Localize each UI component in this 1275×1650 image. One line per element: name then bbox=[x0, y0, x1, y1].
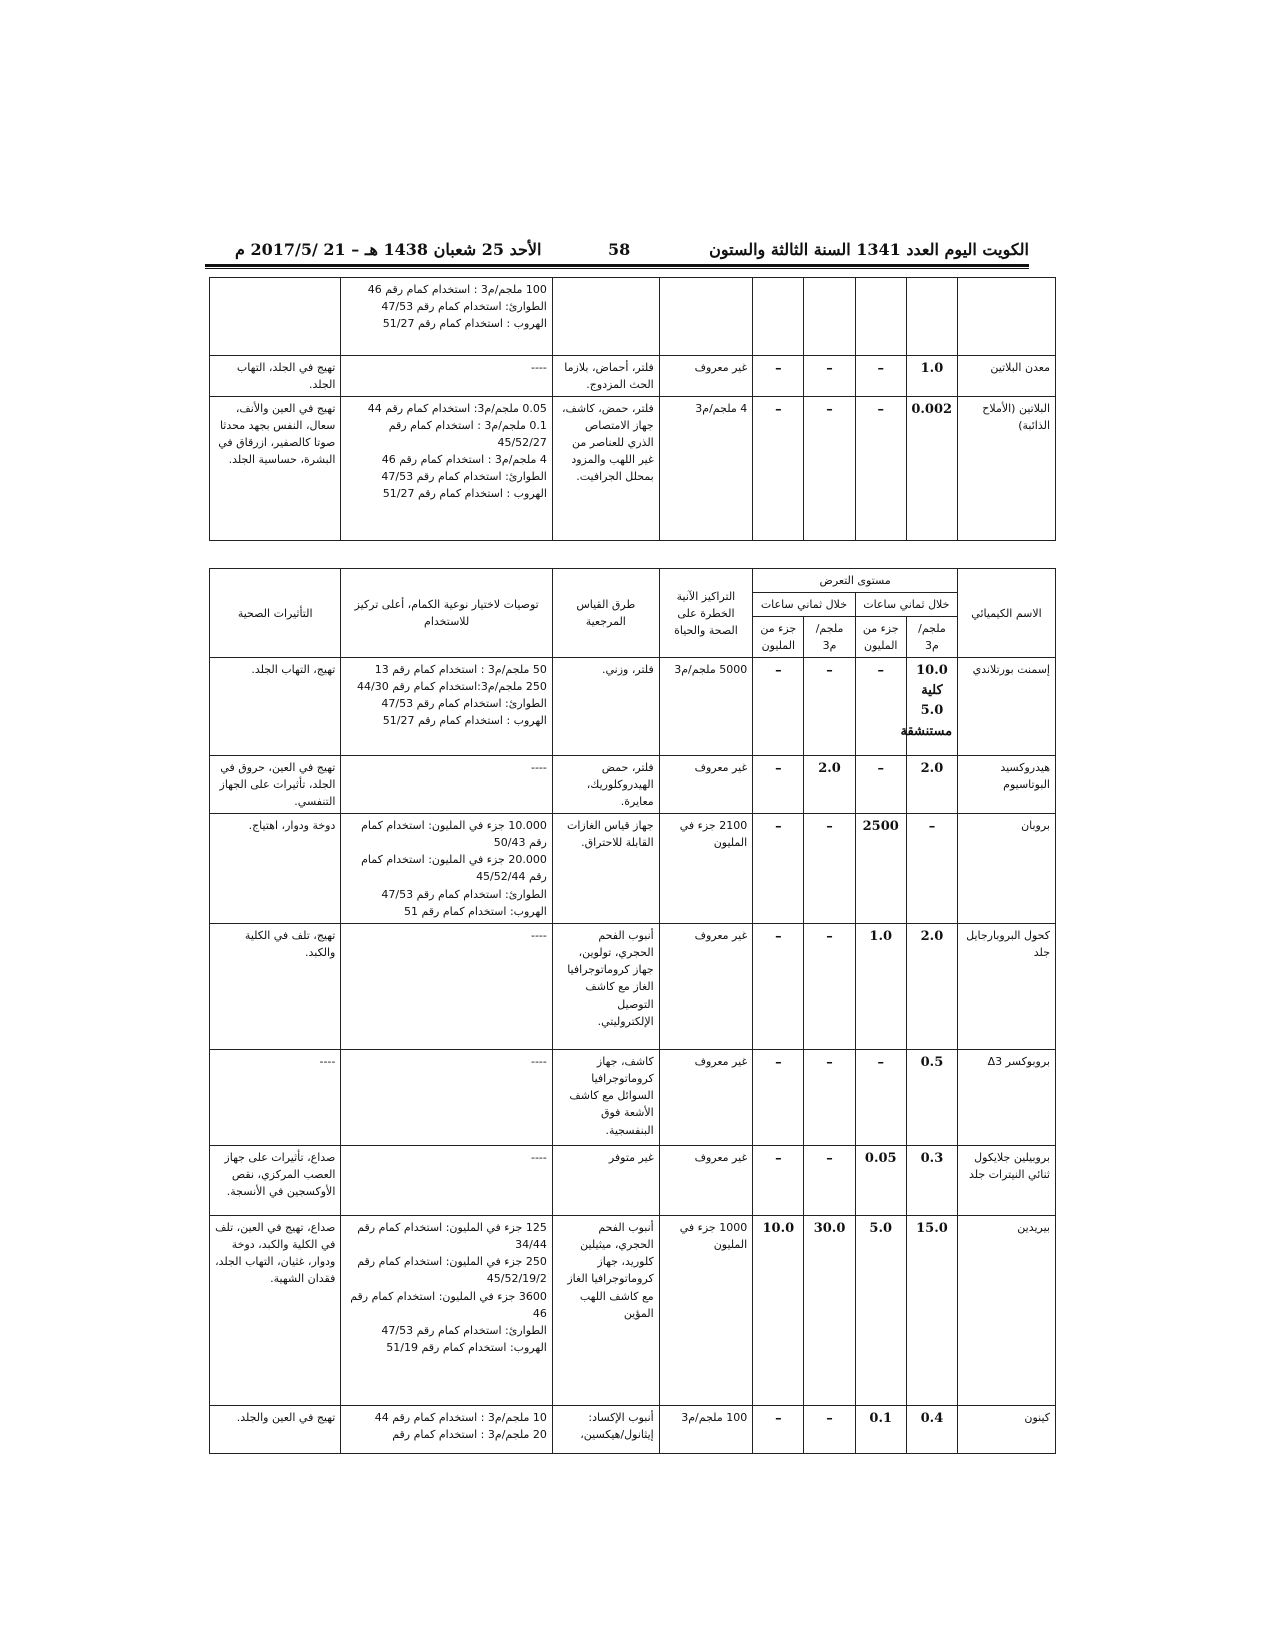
cell-method bbox=[552, 278, 659, 356]
cell-concentration: 5000 ملجم/م3 bbox=[659, 658, 753, 756]
page-header bbox=[205, 238, 1029, 264]
cell-15m-ppm: – bbox=[753, 756, 804, 814]
cell-recommendation: 10.000 جزء في المليون: استخدام كمام رقم 50/43 20.000 جزء في المليون: استخدام كمام رقم 45/52/44 الطوارئ: استخدام كمام رقم 47/53 الهروب: استخدام كمام رقم 51 bbox=[341, 814, 552, 924]
cell-15m-mg: – bbox=[804, 1146, 855, 1216]
cell-15m-mg: 2.0 bbox=[804, 756, 855, 814]
header-rule bbox=[205, 264, 1029, 269]
table-row bbox=[210, 1050, 1056, 1146]
cell-8h-mg: 1.0 bbox=[906, 356, 957, 397]
cell-15m-mg: – bbox=[804, 397, 855, 541]
exposure-table bbox=[209, 568, 1056, 1454]
cell-effects: تهيج في العين والجلد. bbox=[210, 1406, 341, 1454]
cell-concentration: غير معروف bbox=[659, 356, 753, 397]
cell-concentration: 2100 جزء في المليون bbox=[659, 814, 753, 924]
cell-8h-ppm: 5.0 bbox=[855, 1216, 906, 1406]
cell-15m-mg: – bbox=[804, 356, 855, 397]
cell-8h-ppm: 0.05 bbox=[855, 1146, 906, 1216]
cell-method: فلتر، أحماض، بلازما الحث المزدوج. bbox=[552, 356, 659, 397]
table-row bbox=[210, 1216, 1056, 1406]
cell-recommendation: 50 ملجم/م3 : استخدام كمام رقم 13 250 ملجم/م3:استخدام كمام رقم 44/30 الطوارئ: استخدام كمام رقم 47/53 الهروب : استخدام كمام رقم 51/27 bbox=[341, 658, 552, 756]
col-effects-header: التأثيرات الصحية bbox=[210, 569, 341, 658]
cell-effects: ---- bbox=[210, 1050, 341, 1146]
cell-15m-ppm: – bbox=[753, 1406, 804, 1454]
cell-8h-mg: 10.0 كلية 5.0 مستنشقة bbox=[906, 658, 957, 756]
cell-name: هيدروكسيد البوتاسيوم bbox=[958, 756, 1056, 814]
cell-concentration: 1000 جزء في المليون bbox=[659, 1216, 753, 1406]
table-row bbox=[210, 924, 1056, 1050]
table-continued bbox=[209, 277, 1056, 541]
cell-effects: تهيج، تلف في الكلية والكبد. bbox=[210, 924, 341, 1050]
cell-15m-mg: – bbox=[804, 814, 855, 924]
cell-15m-ppm: – bbox=[753, 1146, 804, 1216]
cell-15m-mg bbox=[804, 278, 855, 356]
cell-recommendation: 100 ملجم/م3 : استخدام كمام رقم 46 الطوارئ: استخدام كمام رقم 47/53 الهروب : استخدام كمام رقم 51/27 bbox=[341, 278, 553, 356]
cell-effects bbox=[210, 278, 341, 356]
col-8h-ppm: جزء من المليون bbox=[855, 617, 906, 658]
table-row bbox=[210, 756, 1056, 814]
cell-method: فلتر، حمض الهيدروكلوريك، معايرة. bbox=[552, 756, 659, 814]
cell-recommendation: ---- bbox=[341, 1146, 552, 1216]
cell-8h-ppm: 2500 bbox=[855, 814, 906, 924]
cell-8h-mg: 15.0 bbox=[906, 1216, 957, 1406]
cell-name: البلاتين (الأملاح الذائبة) bbox=[958, 397, 1056, 541]
cell-name bbox=[958, 278, 1056, 356]
cell-15m-mg: – bbox=[804, 1406, 855, 1454]
table-row bbox=[210, 397, 1056, 541]
cell-effects: تهيج في العين، حروق في الجلد، تأثيرات على الجهاز التنفسي. bbox=[210, 756, 341, 814]
cell-concentration: غير معروف bbox=[659, 1050, 753, 1146]
cell-8h-ppm: 1.0 bbox=[855, 924, 906, 1050]
cell-effects: صداع، تأثيرات على جهاز العصب المركزي، نقص الأوكسجين في الأنسجة. bbox=[210, 1146, 341, 1216]
cell-recommendation: 125 جزء في المليون: استخدام كمام رقم 34/44 250 جزء في المليون: استخدام كمام رقم 45/52/19/2 3600 جزء في المليون: استخدام كمام رقم 46 الطوارئ: استخدام كمام رقم 47/53 الهروب: استخدام كمام رقم 51/19 bbox=[341, 1216, 552, 1406]
cell-recommendation: 10 ملجم/م3 : استخدام كمام رقم 44 20 ملجم/م3 : استخدام كمام رقم bbox=[341, 1406, 552, 1454]
cell-method: فلتر، حمض، كاشف، جهاز الامتصاص الذري للعناصر من غير اللهب والمزود بمحلل الجرافيت. bbox=[552, 397, 659, 541]
page-number: 58 bbox=[608, 240, 631, 259]
col-15m-ppm: جزء من المليون bbox=[753, 617, 804, 658]
cell-effects: تهيج في الجلد، التهاب الجلد. bbox=[210, 356, 341, 397]
cell-8h-ppm: – bbox=[855, 356, 906, 397]
cell-15m-ppm: – bbox=[753, 658, 804, 756]
cell-concentration: 100 ملجم/م3 bbox=[659, 1406, 753, 1454]
cell-8h-ppm: 0.1 bbox=[855, 1406, 906, 1454]
cell-name: كحول البروبارجايل جلد bbox=[958, 924, 1056, 1050]
cell-method: كاشف، جهاز كروماتوجرافيا السوائل مع كاشف الأشعة فوق البنفسجية. bbox=[552, 1050, 659, 1146]
col-conc-header: التراكيز الآنية الخطرة على الصحة والحياة bbox=[659, 569, 753, 658]
cell-name: بروبوكسر Δ3 bbox=[958, 1050, 1056, 1146]
cell-name: كينون bbox=[958, 1406, 1056, 1454]
cell-8h-mg: – bbox=[906, 814, 957, 924]
cell-method: أنبوب الإكساد: إيثانول/هيكسين، bbox=[552, 1406, 659, 1454]
exposure-table-body bbox=[210, 658, 1056, 1454]
table-header bbox=[210, 569, 1056, 658]
table-row bbox=[210, 658, 1056, 756]
cell-method: أنبوب الفحم الحجري، ميثيلين كلوريد، جهاز كروماتوجرافيا الغاز مع كاشف اللهب المؤين bbox=[552, 1216, 659, 1406]
cell-method: أنبوب الفحم الحجري، تولوين، جهاز كروماتوجرافيا الغاز مع كاشف التوصيل الإلكتروليتي. bbox=[552, 924, 659, 1050]
cell-15m-mg: 30.0 bbox=[804, 1216, 855, 1406]
table-row bbox=[210, 1406, 1056, 1454]
cell-8h-ppm bbox=[855, 278, 906, 356]
col-method-header: طرق القياس المرجعية bbox=[552, 569, 659, 658]
cell-effects: تهيج في العين والأنف، سعال، النفس بجهد محدثا صوتا كالصفير، ازرقاق في البشرة، حساسية الجلد. bbox=[210, 397, 341, 541]
cell-effects: دوخة ودوار، اهتياج. bbox=[210, 814, 341, 924]
cell-effects: صداع، تهيج في العين، تلف في الكلية والكبد، دوخة ودوار، غثيان، التهاب الجلد، فقدان الشهية. bbox=[210, 1216, 341, 1406]
cell-8h-mg: 0.002 bbox=[906, 397, 957, 541]
cell-15m-mg: – bbox=[804, 924, 855, 1050]
cell-8h-mg: 0.5 bbox=[906, 1050, 957, 1146]
cell-recommendation: 0.05 ملجم/م3: استخدام كمام رقم 44 0.1 ملجم/م3 : استخدام كمام رقم 45/52/27 4 ملجم/م3 : استخدام كمام رقم 46 الطوارئ: استخدام كمام رقم 47/53 الهروب : استخدام كمام رقم 51/27 bbox=[341, 397, 553, 541]
cell-8h-ppm: – bbox=[855, 1050, 906, 1146]
cell-name: بروبيلين جلايكول ثنائي النيترات جلد bbox=[958, 1146, 1056, 1216]
publication-title: الكويت اليوم العدد 1341 السنة الثالثة والستون bbox=[709, 240, 1029, 259]
cell-8h-ppm: – bbox=[855, 397, 906, 541]
cell-concentration: 4 ملجم/م3 bbox=[659, 397, 753, 541]
table-row bbox=[210, 356, 1056, 397]
cell-8h-mg: 0.3 bbox=[906, 1146, 957, 1216]
cell-concentration: غير معروف bbox=[659, 1146, 753, 1216]
cell-15m-ppm: – bbox=[753, 924, 804, 1050]
table-row bbox=[210, 814, 1056, 924]
cell-8h-mg: 2.0 bbox=[906, 924, 957, 1050]
cell-name: بيريدين bbox=[958, 1216, 1056, 1406]
cell-8h-ppm: – bbox=[855, 756, 906, 814]
col-name-header: الاسم الكيميائي bbox=[958, 569, 1056, 658]
cell-concentration bbox=[659, 278, 753, 356]
col-15m-mg: ملجم/م3 bbox=[804, 617, 855, 658]
cell-method: جهاز قياس الغازات القابلة للاحتراق. bbox=[552, 814, 659, 924]
cell-recommendation: ---- bbox=[341, 756, 552, 814]
issue-date: الأحد 25 شعبان 1438 هـ – 21 /2017/5 م bbox=[235, 240, 542, 259]
cell-concentration: غير معروف bbox=[659, 924, 753, 1050]
cell-name: معدن البلاتين bbox=[958, 356, 1056, 397]
cell-recommendation: ---- bbox=[341, 356, 553, 397]
cell-8h-mg bbox=[906, 278, 957, 356]
cell-8h-ppm: – bbox=[855, 658, 906, 756]
cell-15m-ppm bbox=[753, 278, 804, 356]
cell-name: إسمنت بورتلاندي bbox=[958, 658, 1056, 756]
cell-effects: تهيج، التهاب الجلد. bbox=[210, 658, 341, 756]
cell-method: فلتر، وزني. bbox=[552, 658, 659, 756]
cell-15m-ppm: – bbox=[753, 814, 804, 924]
cell-15m-ppm: – bbox=[753, 397, 804, 541]
cell-15m-mg: – bbox=[804, 1050, 855, 1146]
col-8h-mg: ملجم/م3 bbox=[906, 617, 957, 658]
cell-8h-mg: 0.4 bbox=[906, 1406, 957, 1454]
cell-concentration: غير معروف bbox=[659, 756, 753, 814]
table-row bbox=[210, 1146, 1056, 1216]
cell-15m-ppm: – bbox=[753, 356, 804, 397]
col-rec-header: توصيات لاختيار نوعية الكمام، أعلى تركيز للاستخدام bbox=[341, 569, 552, 658]
cell-recommendation: ---- bbox=[341, 924, 552, 1050]
cell-15m-ppm: 10.0 bbox=[753, 1216, 804, 1406]
cell-15m-mg: – bbox=[804, 658, 855, 756]
cell-recommendation: ---- bbox=[341, 1050, 552, 1146]
cell-method: غير متوفر bbox=[552, 1146, 659, 1216]
col-15m-header: خلال ثماني ساعات bbox=[753, 593, 855, 617]
col-8h-header: خلال ثماني ساعات bbox=[855, 593, 957, 617]
cell-8h-mg: 2.0 bbox=[906, 756, 957, 814]
table-continued-body bbox=[210, 278, 1056, 541]
cell-15m-ppm: – bbox=[753, 1050, 804, 1146]
table-row bbox=[210, 278, 1056, 356]
col-exposure-header: مستوى التعرض bbox=[753, 569, 958, 593]
cell-name: بروبان bbox=[958, 814, 1056, 924]
